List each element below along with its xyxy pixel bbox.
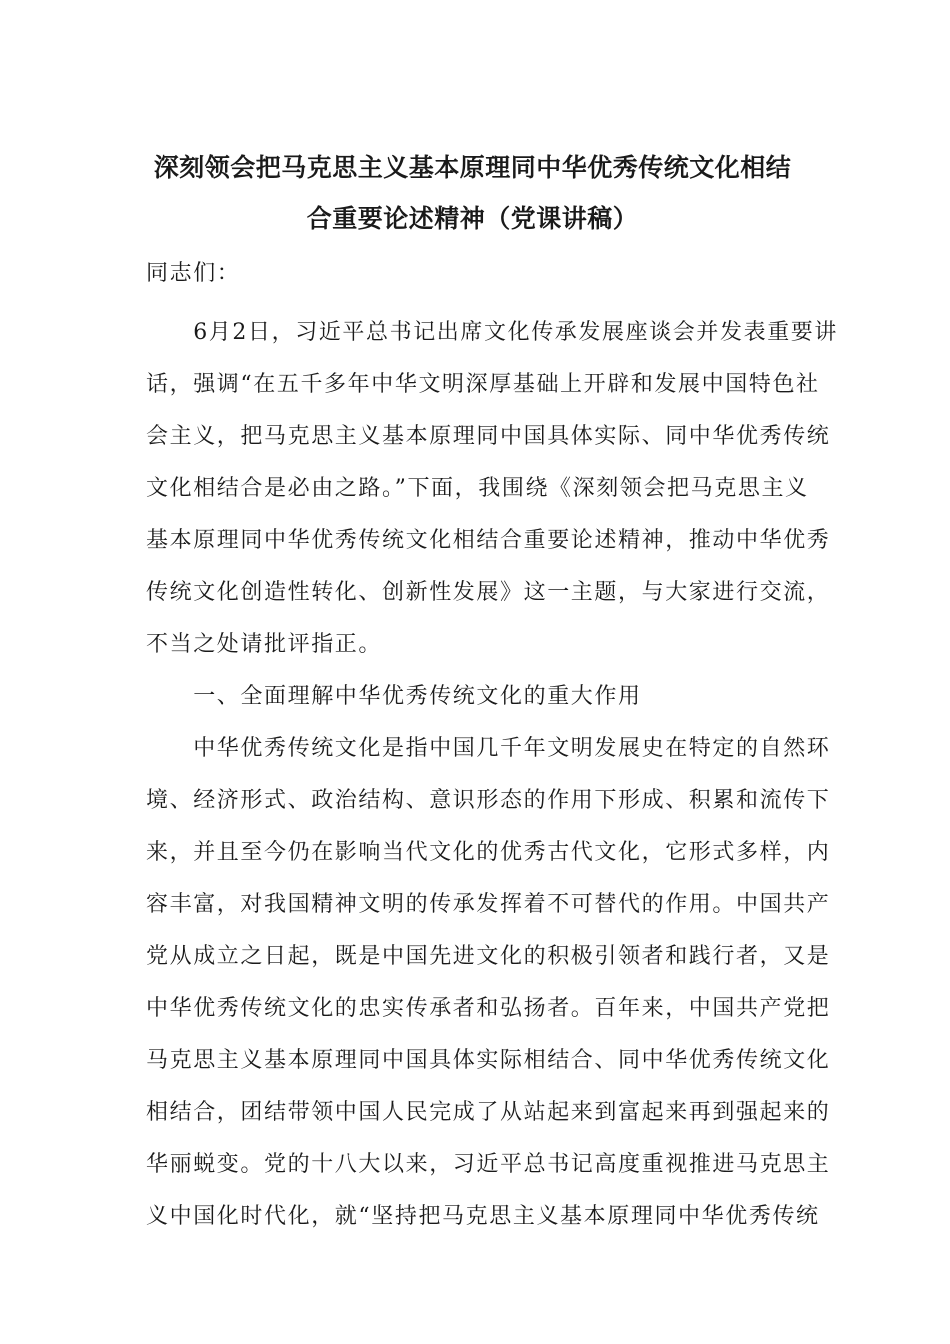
paragraph-line: 基本原理同中华优秀传统文化相结合重要论述精神，推动中华优秀: [146, 528, 831, 553]
paragraph-line: 义中国化时代化，就“坚持把马克思主义基本原理同中华优秀传统: [146, 1204, 820, 1229]
paragraph-line: 不当之处请批评指正。: [146, 632, 383, 657]
paragraph-line: 传统文化创造性转化、创新性发展》这一主题，与大家进行交流，: [146, 580, 831, 605]
paragraph-line: 会主义，把马克思主义基本原理同中国具体实际、同中华优秀传统: [146, 424, 831, 449]
paragraph-line: 相结合，团结带领中国人民完成了从站起来到富起来再到强起来的: [146, 1100, 831, 1125]
document-title-line-2: 合重要论述精神（党课讲稿）: [306, 204, 639, 233]
paragraph-line: 党从成立之日起，既是中国先进文化的积极引领者和践行者，又是: [146, 944, 831, 969]
paragraph-line: 马克思主义基本原理同中国具体实际相结合、同中华优秀传统文化: [146, 1048, 831, 1073]
paragraph-line: 华丽蜕变。党的十八大以来，习近平总书记高度重视推进马克思主: [146, 1152, 831, 1177]
paragraph-line: 文化相结合是必由之路。”下面，我围绕《深刻领会把马克思主义: [146, 476, 809, 501]
paragraph-line: 来，并且至今仍在影响当代文化的优秀古代文化，它形式多样，内: [146, 840, 831, 865]
salutation: 同志们：: [146, 261, 241, 286]
document-title-line-1: 深刻领会把马克思主义基本原理同中华优秀传统文化相结: [153, 153, 792, 182]
paragraph-line: 境、经济形式、政治结构、意识形态的作用下形成、积累和流传下: [146, 788, 831, 813]
paragraph-line: 6月2日，习近平总书记出席文化传承发展座谈会并发表重要讲: [146, 320, 838, 345]
paragraph-line: 中华优秀传统文化是指中国几千年文明发展史在特定的自然环: [146, 736, 831, 761]
paragraph-line: 容丰富，对我国精神文明的传承发挥着不可替代的作用。中国共产: [146, 892, 831, 917]
paragraph-line: 中华优秀传统文化的忠实传承者和弘扬者。百年来，中国共产党把: [146, 996, 831, 1021]
section-heading: 一、全面理解中华优秀传统文化的重大作用: [146, 684, 642, 709]
paragraph-line: 话，强调“在五千多年中华文明深厚基础上开辟和发展中国特色社: [146, 372, 820, 397]
